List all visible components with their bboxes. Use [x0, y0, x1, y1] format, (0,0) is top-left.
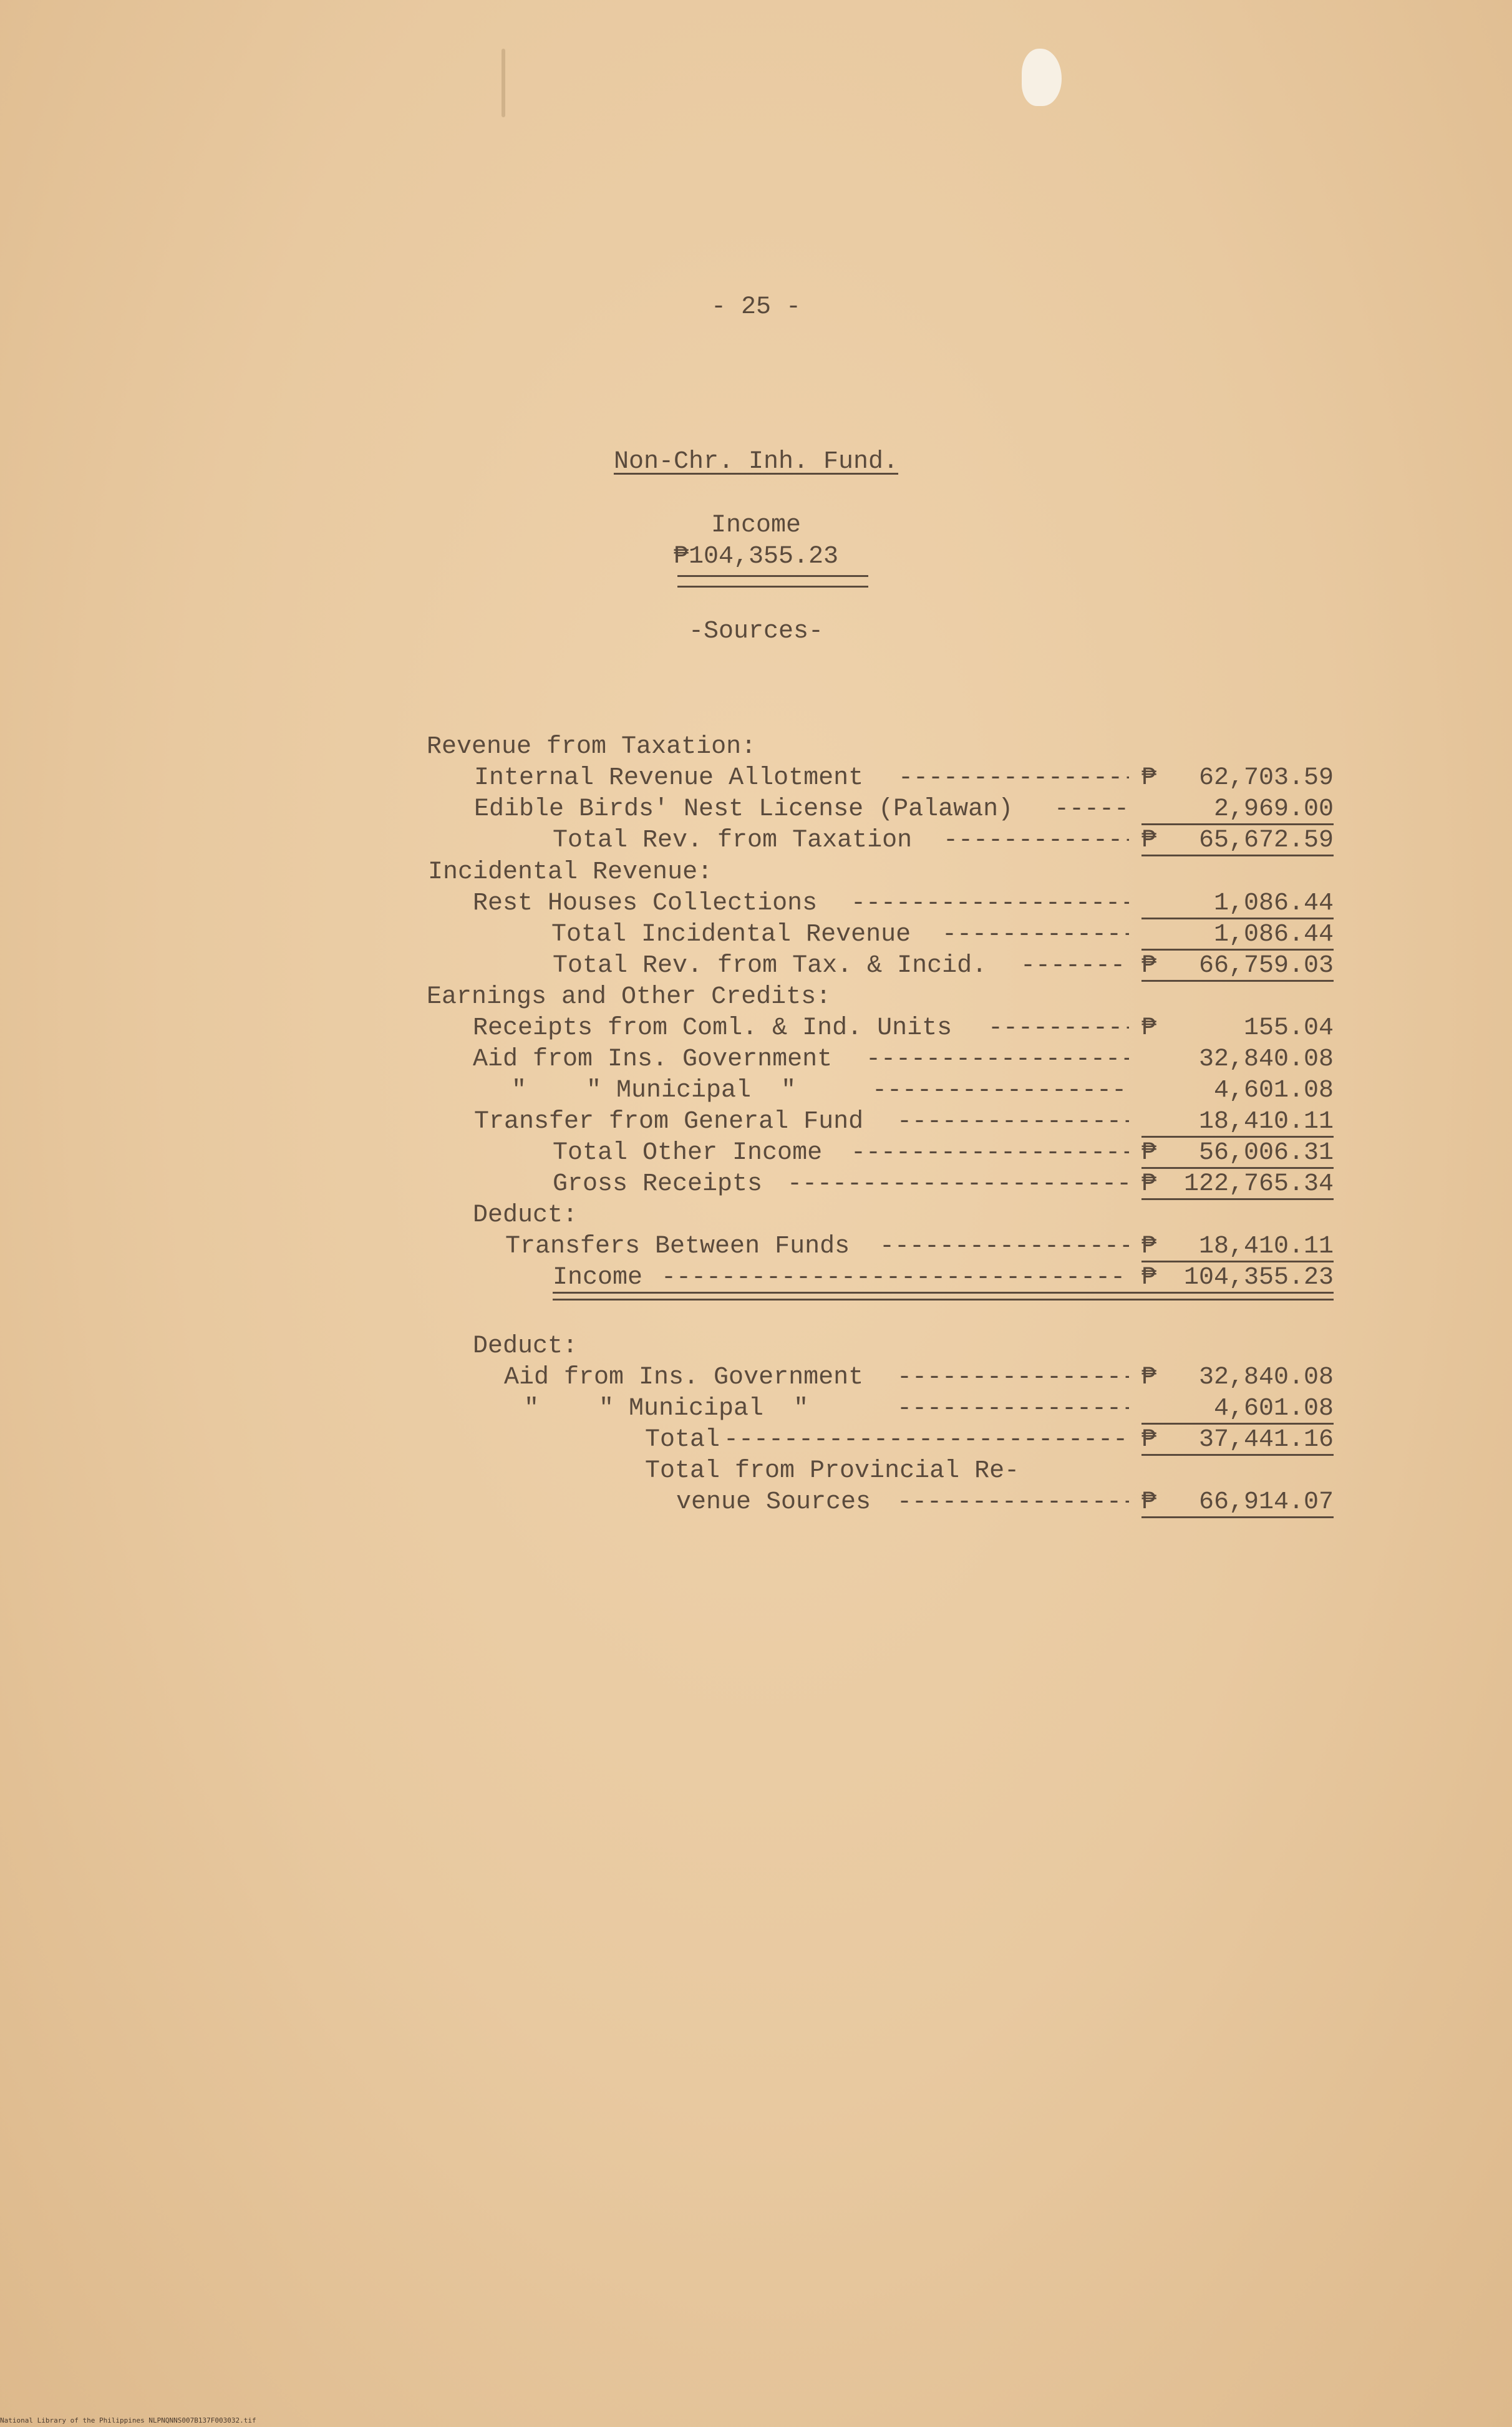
peso-sign: ₱: [1141, 1233, 1157, 1261]
row-label: Internal Revenue Allotment: [474, 764, 864, 792]
leader-dashes: [787, 1170, 1129, 1198]
leader-dashes: [897, 1395, 1129, 1423]
leader-dashes: [872, 1077, 1129, 1105]
row-amount: 155.04: [1243, 1014, 1334, 1042]
leader-dashes: [661, 1264, 1129, 1292]
row-total-rev-from-taxation: [0, 826, 1512, 858]
leader-dashes: [897, 1488, 1129, 1516]
heading-label: Earnings and Other Credits:: [427, 983, 831, 1011]
row-aid-ins-government: [0, 1045, 1512, 1077]
row-total-provincial-line1: [0, 1457, 1512, 1488]
row-amount: 1,086.44: [1213, 921, 1334, 949]
row-internal-revenue-allotment: [0, 764, 1512, 795]
row-amount: 32,840.08: [1198, 1364, 1334, 1392]
heading-label: Deduct:: [473, 1201, 578, 1229]
row-amount: 122,765.34: [1183, 1170, 1334, 1198]
heading-label: Revenue from Taxation:: [427, 733, 757, 761]
peso-sign: ₱: [1141, 1014, 1157, 1042]
row-label: Gross Receipts: [553, 1170, 763, 1198]
leader-dashes: [942, 921, 1129, 949]
row-amount: 18,410.11: [1198, 1108, 1334, 1136]
fund-title-text: Non-Chr. Inh. Fund.: [613, 448, 899, 476]
row-receipts-coml-ind-units: [0, 1014, 1512, 1045]
peso-sign: ₱: [1141, 1139, 1157, 1167]
total-rule: [1141, 1167, 1334, 1169]
peso-sign: ₱: [1141, 764, 1157, 792]
leader-dashes: [943, 826, 1129, 855]
leader-dashes: [724, 1426, 1129, 1454]
heading-label: Deduct:: [473, 1332, 578, 1360]
row-label: Total Incidental Revenue: [551, 921, 911, 949]
peso-sign: ₱: [1141, 1488, 1157, 1516]
row-total-rev-tax-incid: [0, 952, 1512, 983]
row-amount: 66,759.03: [1198, 952, 1334, 980]
row-label: venue Sources: [676, 1488, 871, 1516]
row-amount: 56,006.31: [1198, 1139, 1334, 1167]
peso-sign: ₱: [1141, 826, 1157, 855]
row-amount: 62,703.59: [1198, 764, 1334, 792]
subtotal-rule: [1141, 1136, 1334, 1138]
row-label: Transfers Between Funds: [505, 1233, 850, 1261]
row-amount: 4,601.08: [1213, 1077, 1334, 1105]
row-label: Edible Birds' Nest License (Palawan): [474, 795, 1014, 823]
row-gross-receipts: [0, 1170, 1512, 1201]
total-rule: [1141, 855, 1334, 856]
total-rule: [1141, 980, 1334, 982]
row-amount: 66,914.07: [1198, 1488, 1334, 1516]
row-aid-municipal: [0, 1077, 1512, 1108]
total-rule: [1141, 1454, 1334, 1456]
heading-incidental-revenue: [0, 858, 1512, 889]
leader-dashes: [851, 889, 1129, 918]
peso-sign: ₱: [1141, 952, 1157, 980]
row-total-incidental-revenue: [0, 921, 1512, 952]
row-deduct-aid-municipal: [0, 1395, 1512, 1426]
row-label: Income: [553, 1264, 643, 1292]
row-amount: 18,410.11: [1198, 1233, 1334, 1261]
row-label: Aid from Ins. Government: [504, 1364, 864, 1392]
row-transfers-between-funds: [0, 1233, 1512, 1264]
row-rest-houses-collections: [0, 889, 1512, 921]
heading-label: Incidental Revenue:: [428, 858, 713, 886]
row-amount: 2,969.00: [1213, 795, 1334, 823]
row-label: " " Municipal ": [524, 1395, 809, 1423]
row-edible-birds-nest-license: [0, 795, 1512, 826]
row-label: Aid from Ins. Government: [473, 1045, 833, 1073]
row-label: Total Rev. from Taxation: [553, 826, 913, 855]
row-amount: 4,601.08: [1213, 1395, 1334, 1423]
row-income: [0, 1264, 1512, 1295]
heading-deduct-2: [0, 1332, 1512, 1364]
income-double-underline: [677, 575, 868, 588]
peso-sign: ₱: [1141, 1364, 1157, 1392]
subtotal-rule: [1141, 1423, 1334, 1425]
row-total-provincial-revenue-sources: [0, 1488, 1512, 1519]
row-deduct-aid-ins-government: [0, 1364, 1512, 1395]
row-amount: 37,441.16: [1198, 1426, 1334, 1454]
fund-title: [0, 448, 1512, 476]
income-label: Income: [710, 511, 802, 540]
row-label: Total from Provincial Re-: [645, 1457, 1020, 1485]
row-label: Total Rev. from Tax. & Incid.: [553, 952, 987, 980]
row-transfer-general-fund: [0, 1108, 1512, 1139]
peso-sign: ₱: [1141, 1426, 1157, 1454]
row-total-other-income: [0, 1139, 1512, 1170]
row-label: Total Other Income: [553, 1139, 823, 1167]
row-label: Rest Houses Collections: [473, 889, 818, 918]
leader-dashes: [866, 1045, 1129, 1073]
heading-earnings-other-credits: [0, 983, 1512, 1014]
total-rule: [1141, 949, 1334, 951]
subtotal-rule: [1141, 823, 1334, 825]
paper-crease: [502, 49, 505, 117]
leader-dashes: [988, 1014, 1129, 1042]
leader-dashes: [880, 1233, 1129, 1261]
heading-revenue-from-taxation: [0, 733, 1512, 764]
leader-dashes: [897, 1364, 1129, 1392]
peso-sign: ₱: [1141, 1264, 1157, 1292]
row-amount: 32,840.08: [1198, 1045, 1334, 1073]
leader-dashes: [897, 1108, 1129, 1136]
paper-tear: [1022, 49, 1062, 106]
row-label: Transfer from General Fund: [474, 1108, 864, 1136]
total-rule: [1141, 1516, 1334, 1518]
row-label: Total: [645, 1426, 720, 1454]
leader-dashes: [1020, 952, 1129, 980]
row-amount: 104,355.23: [1183, 1264, 1334, 1292]
row-label: " " Municipal ": [511, 1077, 797, 1105]
archive-footer: National Library of the Philippines NLPNQNNS007B137F003032.tif: [0, 2416, 256, 2425]
leader-dashes: [851, 1139, 1129, 1167]
subtotal-rule: [1141, 1261, 1334, 1262]
income-final-double-rule: [553, 1292, 1334, 1301]
leader-dashes: [1054, 795, 1129, 823]
heading-deduct: [0, 1201, 1512, 1233]
row-amount: 65,672.59: [1198, 826, 1334, 855]
total-rule: [1141, 1198, 1334, 1200]
page-number: - 25 -: [710, 293, 802, 321]
leader-dashes: [898, 764, 1129, 792]
row-amount: 1,086.44: [1213, 889, 1334, 918]
sources-label: -Sources-: [688, 618, 824, 646]
row-deduct-total: [0, 1426, 1512, 1457]
peso-sign: ₱: [1141, 1170, 1157, 1198]
subtotal-rule: [1141, 918, 1334, 919]
income-amount: ₱104,355.23: [673, 543, 839, 571]
row-label: Receipts from Coml. & Ind. Units: [473, 1014, 952, 1042]
